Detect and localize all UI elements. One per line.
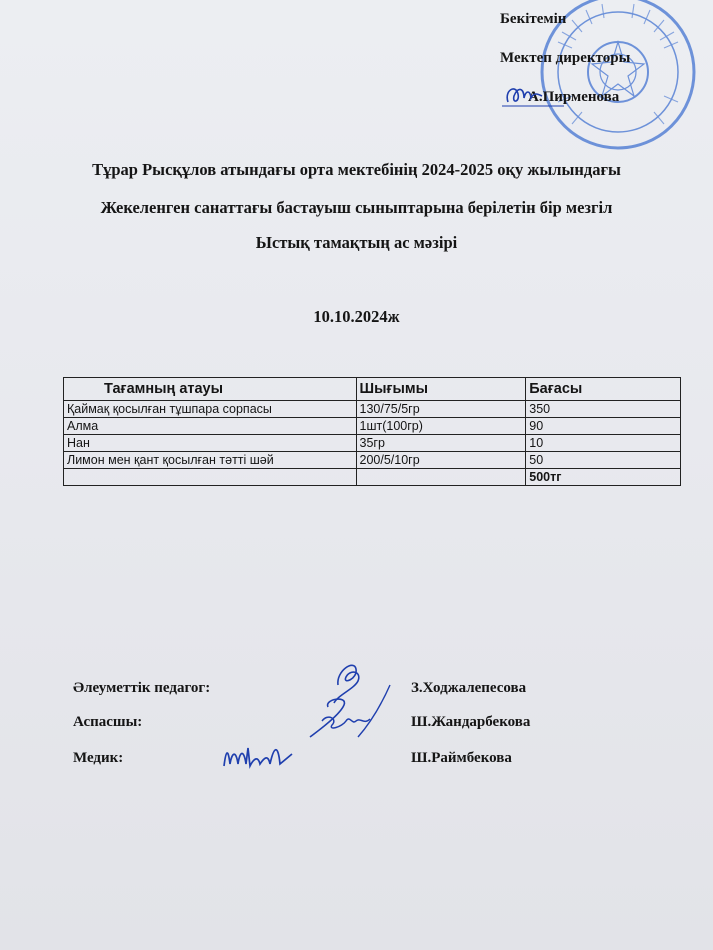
approval-line-2: Мектеп директоры [500,50,631,66]
dish-price: 10 [526,435,681,452]
table-header-row [64,378,681,401]
director-signature [498,80,568,110]
medic-signature [218,738,298,774]
dish-price: 90 [526,418,681,435]
header-yield: Шығымы [356,378,526,401]
cook-name: Ш.Жандарбекова [411,714,531,730]
menu-date: 10.10.2024ж [313,307,400,326]
table-row [64,401,681,418]
dish-price: 350 [526,401,681,418]
total-price: 500тг [526,469,681,486]
dish-name: Алма [64,418,357,435]
director-name: А.Пирменова [528,89,620,105]
dish-price: 50 [526,452,681,469]
menu-table [63,377,681,486]
dish-yield: 35гр [356,435,526,452]
social-pedagogue-label: Әлеуметтік педагог: [73,680,211,696]
total-empty-cell [64,469,357,486]
table-row [64,435,681,452]
social-pedagogue-name: З.Ходжалепесова [411,680,527,696]
signature-scribbles-upper [298,655,398,745]
dish-name: Нан [64,435,357,452]
header-dish-name: Тағамның атауы [64,378,357,401]
cook-label: Аспасшы: [73,714,143,730]
dish-yield: 200/5/10гр [356,452,526,469]
dish-name: Лимон мен қант қосылған тәтті шәй [64,452,357,469]
heading-line-2: Жекеленген санаттағы бастауыш сыныптарына берілетін бір мезгіл [100,198,613,217]
table-row [64,452,681,469]
total-empty-cell [356,469,526,486]
heading-line-1: Тұрар Рысқұлов атындағы орта мектебінің 2024-2025 оқу жылындағы [92,160,621,179]
dish-yield: 1шт(100гр) [356,418,526,435]
dish-yield: 130/75/5гр [356,401,526,418]
dish-name: Қаймақ қосылған тұшпара сорпасы [64,401,357,418]
medic-label: Медик: [73,750,124,766]
approval-line-1: Бекітемін [500,11,567,27]
table-total-row [64,469,681,486]
medic-name: Ш.Раймбекова [411,750,512,766]
heading-line-3: Ыстық тамақтың ас мәзірі [255,233,458,252]
header-price: Бағасы [526,378,681,401]
table-row [64,418,681,435]
